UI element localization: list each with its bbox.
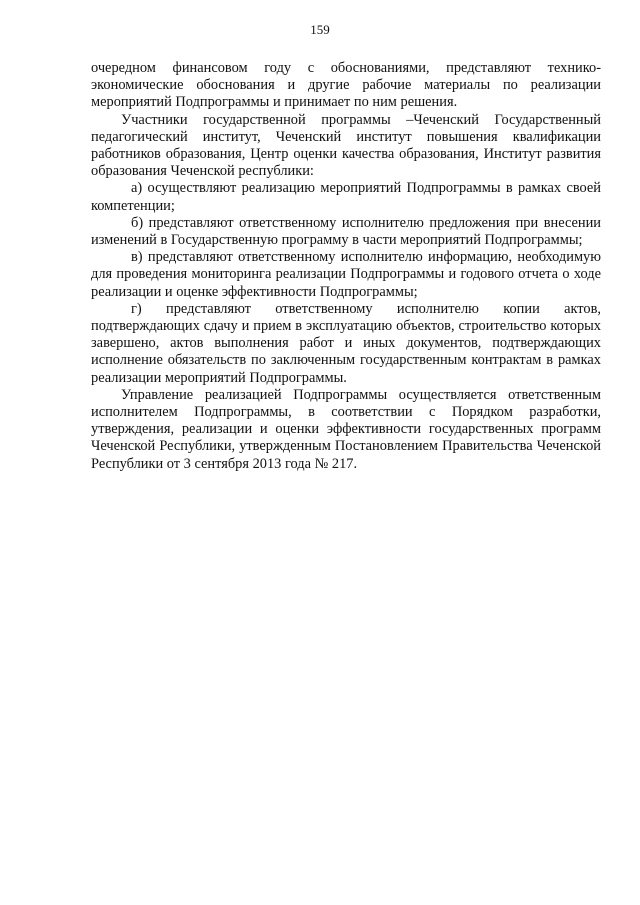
paragraph-participants: Участники государственной программы –Чеченский Государственный педагогический институт, Чеченский институт повышения квалификации работников образования, Центр оценки качества образования, Институт развития образования Чеченской республики: bbox=[91, 111, 601, 180]
list-item-b: б) представляют ответственному исполнителю предложения при внесении изменений в Государственную программу в части мероприятий Подпрограммы; bbox=[91, 214, 601, 249]
page-number: 159 bbox=[310, 22, 330, 37]
list-item-g: г) представляют ответственному исполнителю копии актов, подтверждающих сдачу и прием в эксплуатацию объектов, строительство которых завершено, актов выполнения работ и иных документов, подтверждающих исполнение обязательств по заключенным государственным контрактам в рамках реализации мероприятий Подпрограммы. bbox=[91, 300, 601, 386]
list-item-v: в) представляют ответственному исполнителю информацию, необходимую для проведения мониторинга реализации Подпрограммы и годового отчета о ходе реализации и оценке эффективности Подпрограммы; bbox=[91, 249, 601, 300]
paragraph-management: Управление реализацией Подпрограммы осуществляется ответственным исполнителем Подпрограммы, в соответствии с Порядком разработки, утверждения, реализации и оценки эффективности государственных программ Чеченской Республики, утвержденным Постановлением Правительства Чеченской Республики от 3 сентября 2013 года № 217. bbox=[91, 386, 601, 472]
paragraph-continuation: очередном финансовом году с обоснованиями, представляют технико-экономические обоснования и другие рабочие материалы по реализации мероприятий Подпрограммы и принимает по ним решения. bbox=[91, 60, 601, 111]
list-item-a: а) осуществляют реализацию мероприятий Подпрограммы в рамках своей компетенции; bbox=[91, 180, 601, 214]
document-body bbox=[91, 60, 601, 473]
